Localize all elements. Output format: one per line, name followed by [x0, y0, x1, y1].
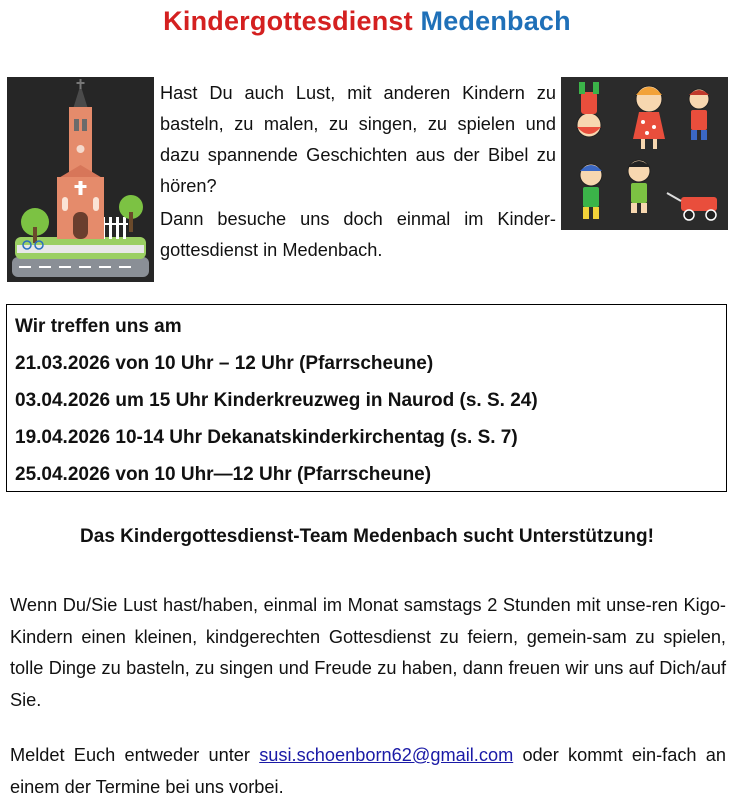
date-item: 03.04.2026 um 15 Uhr Kinderkreuzweg in Naurod (s. S. 24)	[15, 390, 538, 411]
date-item: 21.03.2026 von 10 Uhr – 12 Uhr (Pfarrscheune)	[15, 353, 434, 374]
contact-paragraph	[10, 740, 726, 798]
page-title	[0, 6, 734, 37]
team-heading: Das Kindergottesdienst-Team Medenbach sucht Unterstützung!	[80, 526, 654, 547]
date-item: 25.04.2026 von 10 Uhr—12 Uhr (Pfarrscheune)	[15, 464, 432, 485]
intro-text	[160, 78, 556, 266]
dates-box	[6, 304, 727, 492]
contact-text-before: Meldet Euch entweder unter	[10, 745, 260, 765]
contact-text-after: oder kommt ein-fach an einem der Termine bei uns vorbei.	[10, 745, 726, 797]
title-part-kindergottesdienst: Kindergottesdienst	[163, 6, 413, 36]
email-link[interactable]: susi.schoenborn62@gmail.com	[259, 745, 514, 765]
kids-illustration	[561, 77, 728, 230]
church-illustration	[7, 77, 154, 282]
intro-paragraph-2: Dann besuche uns doch einmal im Kinder-gottesdienst in Medenbach.	[160, 209, 556, 260]
date-item: 19.04.2026 10-14 Uhr Dekanatskinderkirchentag (s. S. 7)	[15, 427, 518, 448]
title-part-medenbach: Medenbach	[420, 6, 571, 36]
intro-paragraph-1: Hast Du auch Lust, mit anderen Kindern zu basteln, zu malen, zu singen, zu spielen und dazu spannende Geschichten aus der Bibel zu hören?	[160, 83, 556, 196]
dates-heading: Wir treffen uns am	[15, 316, 182, 337]
volunteer-paragraph: Wenn Du/Sie Lust hast/haben, einmal im Monat samstags 2 Stunden mit unse-ren Kigo-Kindern einen kleinen, kindgerechten Gottesdienst zu feiern, gemein-sam zu spielen, tolle Dinge zu basteln, zu singen und Freude zu haben, dann freuen wir uns auf Dich/auf Sie.	[10, 595, 726, 710]
